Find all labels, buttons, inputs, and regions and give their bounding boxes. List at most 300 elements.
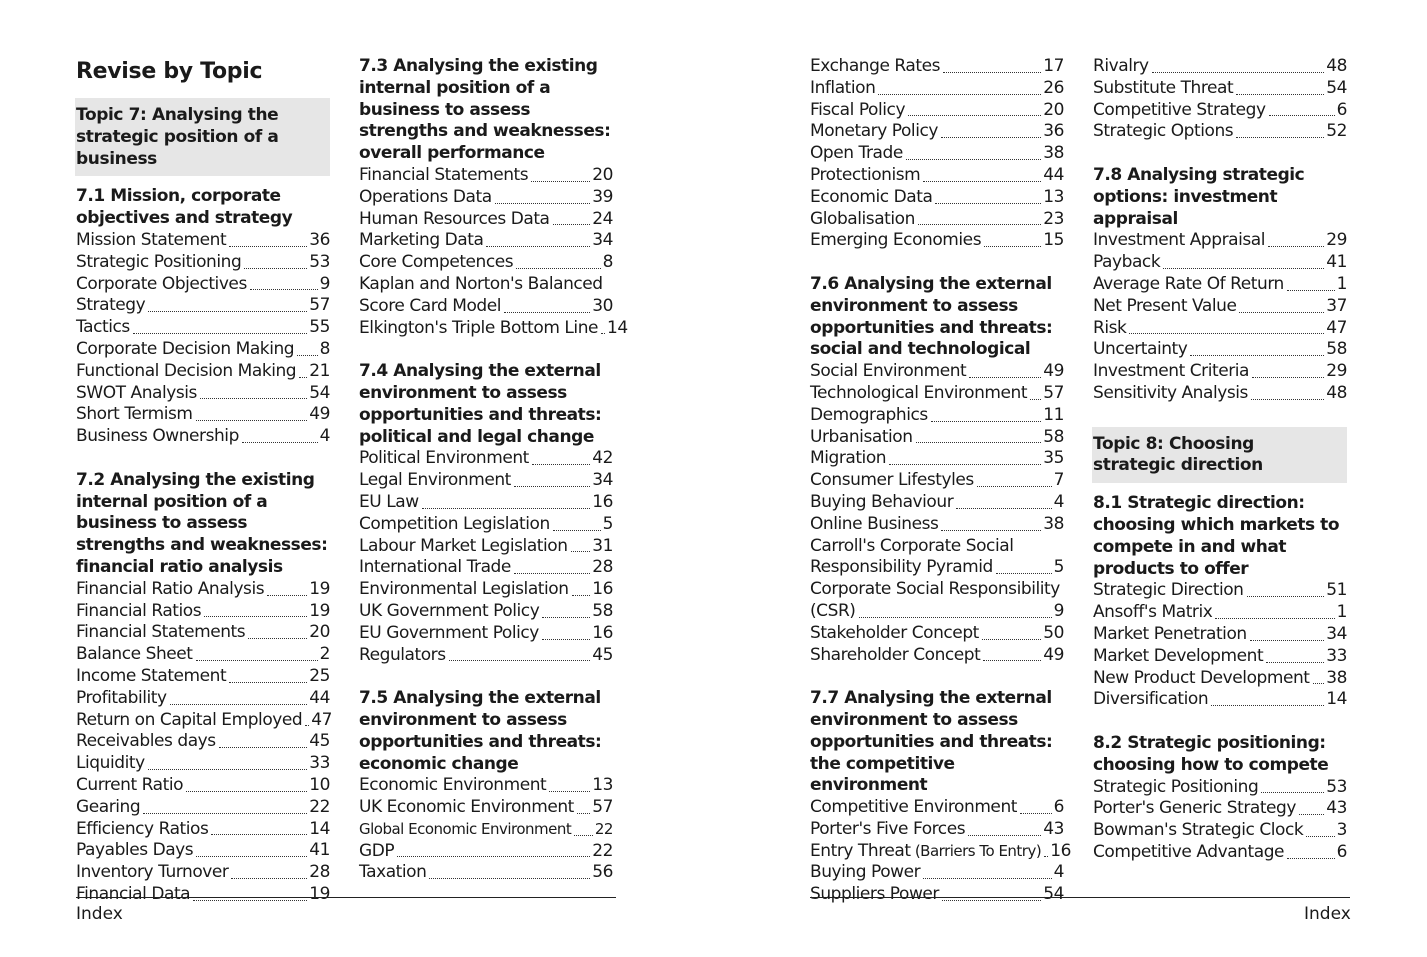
- entry-label-text: Corporate Objectives: [76, 273, 247, 294]
- page-number: 6: [1053, 797, 1064, 818]
- index-entry: [76, 295, 330, 317]
- entry-label-text: Corporate Decision Making: [76, 338, 295, 359]
- index-entry: [76, 426, 330, 448]
- entry-label-text: Financial Ratio Analysis: [76, 578, 265, 599]
- page-number: 20: [309, 622, 330, 643]
- entry-label-text: Liquidity: [76, 753, 145, 774]
- page-number: 45: [309, 731, 330, 752]
- page-number: 54: [1043, 884, 1064, 905]
- dot-leader: [571, 551, 591, 552]
- index-entry: [1093, 798, 1347, 820]
- page-number: 14: [1326, 689, 1347, 710]
- entry-label: [1093, 339, 1187, 361]
- index-entry: [76, 361, 330, 383]
- entry-label: [76, 775, 183, 797]
- entry-label-text: Competitive Advantage: [1093, 841, 1285, 862]
- index-entry: [76, 317, 330, 339]
- entry-label-text: Investment Appraisal: [1093, 230, 1266, 251]
- index-section: [76, 186, 330, 448]
- page-number: 34: [592, 470, 613, 491]
- page-number: 13: [592, 775, 613, 796]
- page-number: 31: [592, 535, 613, 556]
- index-column-4: [1093, 56, 1347, 885]
- entry-label: [76, 361, 296, 383]
- entry-label-text: Tactics: [76, 317, 130, 338]
- entry-label: [810, 383, 1027, 405]
- index-entry: [359, 601, 613, 623]
- page-number: 33: [1326, 645, 1347, 666]
- entry-label-text: GDP: [359, 840, 395, 861]
- entry-label: [359, 557, 511, 579]
- entry-label: [76, 295, 145, 317]
- index-entry: [810, 884, 1064, 906]
- page-number: 6: [1336, 841, 1347, 862]
- dot-leader: [943, 72, 1041, 73]
- index-entry: [1093, 296, 1347, 318]
- page-number: 44: [309, 687, 330, 708]
- dot-leader: [397, 856, 590, 857]
- section-heading: 7.7 Analysing the external environment to assess opportunities and threats: the competitive environment: [810, 688, 1053, 796]
- entry-label-text: Net Present Value: [1093, 295, 1237, 316]
- index-entry: [810, 78, 1064, 100]
- entry-label: [1093, 230, 1265, 252]
- index-entry: [359, 623, 613, 645]
- page-number: 20: [1043, 99, 1064, 120]
- entry-label-text: Migration: [810, 448, 887, 469]
- entry-label-text: Inventory Turnover: [76, 862, 229, 883]
- entry-label: [76, 230, 226, 252]
- entry-label-text: Score Card Model: [359, 295, 502, 316]
- entry-label: [810, 470, 974, 492]
- index-entry: [810, 862, 1064, 884]
- dot-leader: [878, 94, 1041, 95]
- index-entry: [810, 514, 1064, 536]
- entry-label-text: Porter's Five Forces: [810, 818, 966, 839]
- page-number: 16: [592, 491, 613, 512]
- index-entry: [76, 688, 330, 710]
- page-number: 36: [309, 229, 330, 250]
- index-entry: [76, 404, 330, 426]
- section-heading: 7.8 Analysing strategic options: investment appraisal: [1093, 164, 1305, 229]
- entry-label-text: Sensitivity Analysis: [1093, 382, 1248, 403]
- entry-label-text: Competitive Strategy: [1093, 99, 1266, 120]
- index-entry: [359, 797, 613, 819]
- index-section: [1093, 493, 1347, 711]
- page-number: 53: [1326, 776, 1347, 797]
- page-number: 49: [309, 404, 330, 425]
- index-entry: [76, 775, 330, 797]
- entry-label: [359, 492, 419, 514]
- dot-leader: [1163, 268, 1324, 269]
- index-entry: [810, 405, 1064, 427]
- dot-leader: [1266, 662, 1324, 663]
- entry-label: [1093, 78, 1233, 100]
- dot-leader: [486, 246, 590, 247]
- entry-label-text: Financial Statements: [76, 622, 246, 643]
- page-number: 23: [1043, 208, 1064, 229]
- dot-leader: [542, 617, 590, 618]
- dot-leader: [968, 835, 1041, 836]
- entry-label-text: Rivalry: [1093, 56, 1149, 76]
- page-number: 48: [1326, 56, 1347, 76]
- topic-heading: Topic 7: Analysing the strategic position of a business: [75, 98, 330, 176]
- entry-label-text: Porter's Generic Strategy: [1093, 798, 1297, 819]
- entry-label-text: Balance Sheet: [76, 644, 193, 665]
- dot-leader: [148, 311, 307, 312]
- entry-label: [810, 56, 940, 78]
- entry-label-text: UK Government Policy: [359, 600, 540, 621]
- entry-label-text: Responsibility Pyramid: [810, 557, 993, 578]
- index-section: [359, 56, 628, 339]
- entry-label-text: Open Trade: [810, 143, 903, 164]
- index-column-3: [810, 56, 1071, 928]
- dot-leader: [204, 616, 307, 617]
- entry-label-text: Protectionism: [810, 164, 921, 185]
- entry-label-text: Fiscal Policy: [810, 99, 906, 120]
- entry-label-text: Functional Decision Making: [76, 360, 297, 381]
- entry-label-text: Ansoff's Matrix: [1093, 602, 1213, 623]
- dot-leader: [942, 900, 1041, 901]
- index-entry: [810, 165, 1064, 187]
- entry-label-text: Political Environment: [359, 448, 529, 469]
- page-number: 35: [1043, 448, 1064, 469]
- page-number: 56: [592, 862, 613, 883]
- entry-label-text: Elkington's Triple Bottom Line: [359, 317, 599, 338]
- entry-label: [359, 187, 492, 209]
- index-entry: [1093, 842, 1347, 864]
- entry-label: [810, 841, 1041, 863]
- entry-label: [810, 819, 965, 841]
- entry-label: [359, 819, 571, 841]
- index-entry: [359, 492, 613, 514]
- page-number: 38: [1326, 667, 1347, 688]
- entry-label: [810, 78, 875, 100]
- section-heading: 8.1 Strategic direction: choosing which markets to compete in and what products to offer: [1093, 493, 1340, 579]
- dot-leader: [916, 442, 1042, 443]
- entry-label-text: Uncertainty: [1093, 339, 1188, 360]
- page-number: 1: [1336, 273, 1347, 294]
- entry-label-line: Carroll's Corporate Social: [810, 535, 1014, 556]
- entry-label: [359, 165, 528, 187]
- index-entry: [1093, 777, 1347, 799]
- entry-label: [810, 230, 981, 252]
- dot-leader: [1030, 399, 1041, 400]
- entry-label-text: Stakeholder Concept: [810, 622, 979, 643]
- page-number: 28: [309, 862, 330, 883]
- index-entry: [359, 557, 613, 579]
- page-number: 10: [309, 774, 330, 795]
- dot-leader: [242, 442, 318, 443]
- index-entry: [76, 710, 330, 732]
- entry-label-text: (CSR): [810, 600, 856, 621]
- dot-leader: [941, 137, 1041, 138]
- entry-label-text: Globalisation: [810, 208, 915, 229]
- entry-label-text: Social Environment: [810, 361, 967, 382]
- index-entry: [359, 645, 613, 667]
- entry-label: [1093, 820, 1303, 842]
- page-number: 57: [1043, 382, 1064, 403]
- entry-label-text: Suppliers Power: [810, 884, 939, 905]
- entry-label: [76, 797, 140, 819]
- page-number: 19: [309, 600, 330, 621]
- index-entry: [1093, 121, 1347, 143]
- entry-label: [810, 405, 928, 427]
- entry-label-text: Strategic Direction: [1093, 580, 1244, 601]
- page-number: 16: [592, 579, 613, 600]
- entry-label: [76, 339, 294, 361]
- index-entry: [359, 209, 613, 231]
- entry-label: [810, 492, 953, 514]
- index-entry: [1093, 78, 1347, 100]
- section-heading: 7.2 Analysing the existing internal position of a business to assess strengths and weaknesses: financial ratio analysis: [76, 469, 328, 577]
- footer-rule-left: [76, 897, 616, 898]
- dot-leader: [299, 377, 307, 378]
- page-number: 15: [1043, 230, 1064, 251]
- entry-label: [810, 361, 966, 383]
- dot-leader: [956, 508, 1051, 509]
- entry-label: [76, 731, 216, 753]
- entry-label-text: Core Competences: [359, 252, 514, 273]
- entry-label-text: UK Economic Environment: [359, 797, 574, 818]
- dot-leader: [1236, 94, 1324, 95]
- entry-label-text: Environmental Legislation: [359, 579, 569, 600]
- index-entry: [359, 448, 613, 470]
- entry-label: [359, 296, 501, 318]
- index-entry: [359, 841, 613, 863]
- page-number: 9: [1053, 600, 1064, 621]
- index-entry: [359, 819, 613, 841]
- entry-label: [359, 536, 568, 558]
- index-entry: [1093, 646, 1347, 668]
- entry-label-text: Regulators: [359, 644, 446, 665]
- dot-leader: [977, 486, 1052, 487]
- page-number: 57: [592, 797, 613, 818]
- entry-label: [810, 448, 886, 470]
- entry-label-text: Exchange Rates: [810, 56, 941, 76]
- page-number: 5: [602, 513, 613, 534]
- entry-label: [1093, 798, 1296, 820]
- page-number: 19: [309, 883, 330, 904]
- entry-label-text: EU Government Policy: [359, 622, 539, 643]
- dot-leader: [1269, 115, 1335, 116]
- dot-leader: [305, 725, 309, 726]
- page-number: 4: [319, 426, 330, 447]
- dot-leader: [196, 856, 307, 857]
- page-number: 8: [602, 252, 613, 273]
- entry-label: [359, 841, 394, 863]
- entry-label-text: Market Development: [1093, 645, 1264, 666]
- dot-leader: [267, 595, 307, 596]
- dot-leader: [250, 289, 318, 290]
- dot-leader: [531, 181, 590, 182]
- dot-leader: [1261, 792, 1324, 793]
- dot-leader: [200, 398, 307, 399]
- entry-label: [1093, 56, 1149, 78]
- index-entry: [810, 840, 1071, 863]
- entry-label-text: Monetary Policy: [810, 121, 938, 142]
- page-number: 13: [1043, 186, 1064, 207]
- index-entry: [1093, 624, 1347, 646]
- page-number: 42: [592, 448, 613, 469]
- page-number: 43: [1043, 818, 1064, 839]
- dot-leader: [514, 486, 590, 487]
- index-entry: [1093, 689, 1347, 711]
- index-section: [359, 688, 613, 884]
- entry-label-text: Risk: [1093, 317, 1127, 338]
- dot-leader: [1247, 596, 1325, 597]
- entry-label-text: Strategic Positioning: [76, 251, 242, 272]
- index-entry: [1093, 230, 1347, 252]
- page-number: 16: [1050, 840, 1071, 861]
- dot-leader: [1215, 618, 1334, 619]
- page-number: 51: [1326, 580, 1347, 601]
- dot-leader: [1152, 72, 1325, 73]
- dot-leader: [889, 464, 1041, 465]
- page-number: 55: [309, 317, 330, 338]
- page-number: 48: [1326, 382, 1347, 403]
- index-entry: [76, 601, 330, 623]
- entry-label-text: Current Ratio: [76, 774, 184, 795]
- page-number: 4: [1053, 862, 1064, 883]
- page-number: 49: [1043, 644, 1064, 665]
- entry-label-text: Profitability: [76, 687, 167, 708]
- entry-label: [76, 819, 208, 841]
- index-entry: [1093, 602, 1347, 624]
- index-column-2: [359, 56, 628, 906]
- index-entry: [359, 514, 613, 536]
- entry-label-text: Emerging Economies: [810, 230, 982, 251]
- dot-leader: [1236, 137, 1324, 138]
- entry-label-text: Efficiency Ratios: [76, 818, 209, 839]
- entry-label: [810, 143, 903, 165]
- page-number: 54: [309, 382, 330, 403]
- entry-label: [76, 252, 241, 274]
- entry-label-text: Entry Threat: [810, 840, 911, 861]
- entry-label: [1093, 361, 1249, 383]
- entry-label: [359, 230, 483, 252]
- index-entry: [1093, 339, 1347, 361]
- index-entry: [359, 536, 613, 558]
- index-section: [359, 361, 613, 666]
- entry-label-text: Buying Power: [810, 862, 921, 883]
- page-number: 5: [1053, 557, 1064, 578]
- entry-label-text: Economic Data: [810, 186, 933, 207]
- index-entry: [810, 601, 1064, 623]
- dot-leader: [1299, 814, 1324, 815]
- entry-label: [810, 514, 938, 536]
- index-entry: [76, 579, 330, 601]
- page-number: 19: [309, 578, 330, 599]
- dot-leader: [196, 660, 318, 661]
- dot-leader: [918, 224, 1041, 225]
- entry-label-text: Investment Criteria: [1093, 361, 1249, 382]
- topic-heading: Topic 8: Choosing strategic direction: [1092, 427, 1347, 484]
- entry-label: [810, 121, 938, 143]
- index-entry: [1093, 274, 1347, 296]
- dot-leader: [572, 595, 591, 596]
- entry-label-text: Consumer Lifestyles: [810, 470, 974, 491]
- index-entry: [359, 252, 613, 274]
- index-entry: [810, 361, 1064, 383]
- page-number: 33: [309, 753, 330, 774]
- index-entry: [810, 819, 1064, 841]
- dot-leader: [601, 333, 605, 334]
- dot-leader: [1020, 813, 1052, 814]
- entry-label: [810, 884, 939, 906]
- dot-leader: [449, 660, 591, 661]
- entry-label-text: Competitive Environment: [810, 797, 1017, 818]
- index-entry: [810, 100, 1064, 122]
- entry-label-text: Return on Capital Employed: [76, 709, 303, 730]
- entry-label: [76, 622, 245, 644]
- entry-label-text: Gearing: [76, 796, 141, 817]
- dot-leader: [429, 878, 590, 879]
- page-number: 39: [592, 186, 613, 207]
- entry-label: [359, 579, 569, 601]
- entry-label-text: Global Economic Environment: [359, 819, 572, 838]
- dot-leader: [211, 834, 307, 835]
- dot-leader: [1252, 377, 1324, 378]
- entry-label-text: Technological Environment: [810, 382, 1028, 403]
- dot-leader: [186, 791, 307, 792]
- index-entry: [76, 622, 330, 644]
- entry-label: [76, 274, 247, 296]
- index-entry: [1093, 668, 1347, 690]
- dot-leader: [935, 203, 1041, 204]
- index-entry: [810, 187, 1064, 209]
- index-entry: [1093, 100, 1347, 122]
- index-entry: [810, 470, 1064, 492]
- entry-label: [359, 252, 513, 274]
- index-entry: [76, 666, 330, 688]
- entry-label: [810, 187, 932, 209]
- entry-label-text: EU Law: [359, 491, 419, 512]
- dot-leader: [1190, 355, 1324, 356]
- index-entry: [359, 862, 613, 884]
- page-number: 8: [319, 338, 330, 359]
- entry-label-text: Average Rate Of Return: [1093, 273, 1284, 294]
- section-heading: 7.1 Mission, corporate objectives and strategy: [76, 186, 293, 229]
- entry-label-text: Economic Environment: [359, 775, 547, 796]
- page-number: 7: [1053, 470, 1064, 491]
- index-entry: [810, 383, 1064, 405]
- page-number: 50: [1043, 622, 1064, 643]
- page-number: 38: [1043, 143, 1064, 164]
- page-number: 45: [592, 644, 613, 665]
- section-heading: 7.6 Analysing the external environment to assess opportunities and threats: social and technological: [810, 273, 1053, 360]
- entry-label-text: Business Ownership: [76, 426, 239, 447]
- entry-label-text: Inflation: [810, 77, 876, 98]
- page-number: 37: [1326, 295, 1347, 316]
- page-number: 47: [1326, 317, 1347, 338]
- entry-label: [1093, 383, 1248, 405]
- entry-label: [810, 100, 905, 122]
- page-number: 22: [592, 840, 613, 861]
- page-number: 21: [309, 360, 330, 381]
- dot-leader: [532, 464, 590, 465]
- dot-leader: [1211, 705, 1324, 706]
- entry-label: [1093, 689, 1208, 711]
- page-number: 58: [592, 600, 613, 621]
- dot-leader: [542, 639, 590, 640]
- page-number: 24: [592, 208, 613, 229]
- entry-label-text: Financial Statements: [359, 164, 529, 185]
- entry-label-text: Strategic Options: [1093, 121, 1234, 142]
- entry-label: [810, 601, 856, 623]
- dot-leader: [577, 813, 590, 814]
- page-number: 4: [1053, 491, 1064, 512]
- entry-label: [76, 404, 193, 426]
